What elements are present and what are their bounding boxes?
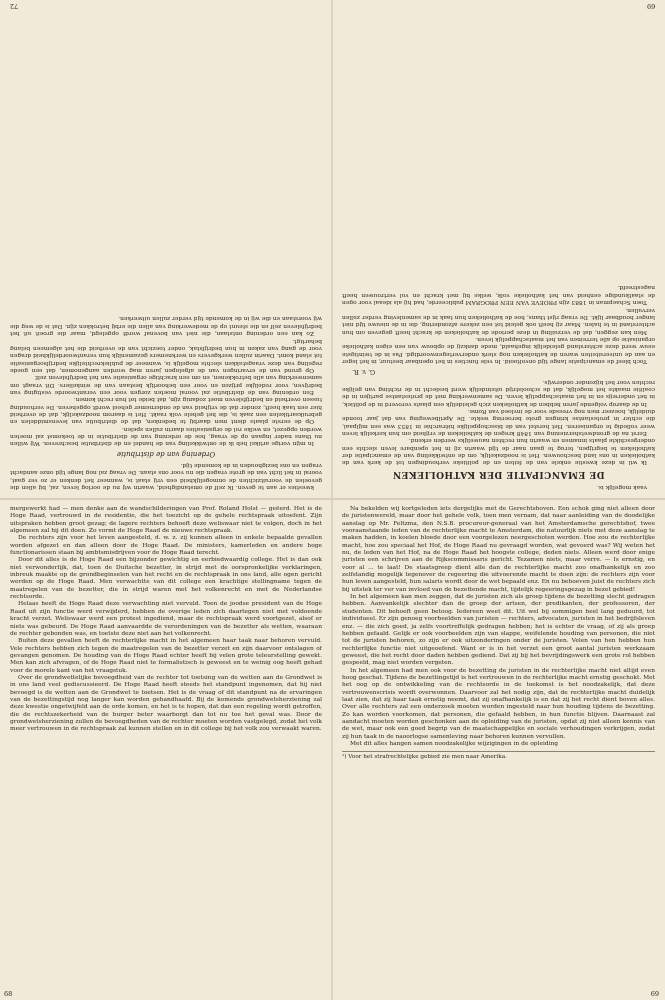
page-number-top-left: 72 xyxy=(10,2,19,10)
paragraph: Op grond van de ervaringen van de afgelopen jaren mag worden aangenomen, dat een goede regeling van deze vraagstukken slechts mogelijk is, wanneer de publiekrechtelijke bedrijfsorganisatie tot stand komt. Daarin zullen werkgevers en werknemers gezamenlijk hun verantwoordelijkheid dragen voor de gang van zaken in hun bedrijfstak, onder toezicht van de overheid die het algemeen belang behartigt. xyxy=(10,337,322,373)
paragraph: Met dit alles hangen samen noodzakelijke wijzigingen in de opleiding xyxy=(350,741,559,747)
page-bottom-left-text xyxy=(10,506,322,734)
paragraph: Men kan zeggen, dat de verzuiling in deze periode de katholieken de kracht heeft gegeven om hun achterstand in te halen. Maar zij heeft ook geleid tot een zekere afzondering, die in de nieuwe tijd niet langer houdbaar lijkt. De vraag rijst thans, hoe de katholieken hun taak in de samenleving verder zullen vervullen. xyxy=(342,306,655,335)
paragraph: Buiten deze gevallen heeft de rechterlijke macht in het algemeen haar taak naar behoren vervuld. Vele rechters hebben zich tegen de maatregelen van de bezetter verzet en zijn daarvoor ontslagen of gevangen genomen. De houding van de Hoge Raad echter heeft bij velen grote teleurstelling gewekt. Men kan zich afvragen, of de Hoge Raad niet te formalistisch is geweest en te weinig oog heeft gehad voor de morele kant van het vraagstuk. xyxy=(10,638,322,674)
page-number-bottom-right: 69 xyxy=(650,990,659,998)
paragraph: De rechters zijn voor het leven aangesteld, d. w. z. zij kunnen alleen in enkele bepaalde gevallen worden afgezet en dan alleen door de Hoge Raad. De ministers, kamerleden en andere hoge functionarissen staan bij ambtsmisdrijven voor de Hoge Raad terecht. xyxy=(10,535,322,557)
paragraph: Door dit alles is de Hoge Raad een bijzonder gewichtig en eerbiedwaardig college. Het is dan ook niet verwonderlijk, dat, toen de Duitsche bezetter, in strijd met de oorspronkelijke verklaringen, inbreuk maakte op de grondbeginselen van het recht en de rechtspraak in ons land, alle ogen gericht werden op de Hoge Raad. Men verwachtte van dit college een krachtige stellingname tegen de maatregelen van de bezetter, die in strijd waren met het volkenrecht en met de Nederlandse rechtsorde. xyxy=(10,557,322,601)
page-number-bottom-left: 68 xyxy=(4,990,13,998)
paragraph: Toch bleef de emancipatie lange tijd onvoltooid. In vele functies in het openbaar bestuur, in het leger en aan de universiteiten waren de katholieken nog sterk ondervertegenwoordigd. Pas in de twintigste eeuw werd deze achterstand geleidelijk ingehaald, mede dankzij de opbouw van een eigen katholieke organisatie op alle terreinen van het maatschappelijk leven. xyxy=(342,335,655,364)
paragraph: Zo kan een ordening ontstaan, die niet van bovenaf wordt opgelegd, maar die groeit uit het bedrijfsleven zelf en die steunt op de medewerking van allen die erbij betrokken zijn. Dat is de weg die wij voorstaan en die wij in de komende tijd verder zullen uitwerken. xyxy=(10,315,322,337)
footnote: ¹) Voor het strafrechtelijke gebied zie men naar Amerika. xyxy=(342,751,655,761)
page-top-right xyxy=(342,6,655,490)
paragraph: Eerst na de grondwetsherziening van 1848 kregen de katholieken de vrijheid om hun kerkelijk leven weer volledig te organiseren. Het herstel van de bisschoppelijke hiërarchie in 1853 was een mijlpaal, die echter in protestantse kringen grote beroering wekte. De Aprilbeweging van dat jaar toonde duidelijk, hoezeer men nog vreesde voor de invloed van Rome. xyxy=(342,407,655,436)
paragraph: Ik wil in deze kwestie enkele van de feiten en de politieke verhoudingen tot de kerk van de katholieken in ons land beschouwen. Het is noodzakelijk, om de ontwikkeling van de emancipatie der katholieken te begrijpen, terug te gaan naar de tijd waarin zij in het openbare leven slechts een ondergeschikte plaats innamen en waarin hun rechten nauwelijks werden erkend. xyxy=(342,437,655,466)
page-number-top-right: 69 xyxy=(646,2,655,10)
paragraph: Na bekelden wij kortgeleden iets dergelijks met de Gerechtshoven. Een schok ging niet alleen door de juristenwereld, maar door het gehele volk, toen men vernam, dat naar aanleiding van de doodelijke aanslag op Mr. Feltzma, den N.S.B. procureur-generaal van het Amsterdamsche gerechtshof, twee vooraanstaande leden van de rechterlijke macht te Amsterdam, die natuurlijk niets met deze aanslag te maken hadden, in koelen bloede door een voorgelezen neergeschoten werden. Hoe zou de rechterlijke macht, hoe zou speciaal het Hof, de Hoge Raad nu gevraagd worden, wat gevoerd was? Wij weten het nu, de leden van het Hof, na de Hoge Raad het hoogste college, deden niets. Alleen werd door enige juristen een schrijven aan de Rijkscommissaris gericht. Tezamen niets, maar verre. — Is ernstig, en voor al ... te laat! De staatsgreep dient alle dan de rechterlijke macht zoo onafhankelijk en zoo zelfstandig mogelijk tegenover de regeering die uitvoerende macht te doen zijn: de rechters zijn voor hun leven aangesteld, hun salaris wordt door de wet bepaald enz. En nu behoeven juist de rechters zich bij uitstek ter ver van invloed van de bezettende macht, tijdelijk regeeringsgezag in bezet gebied! xyxy=(342,506,655,593)
paragraph: In mijn vorige artikel heb ik de ontwikkeling van de handel en de distributie beschreven. Wij willen nu thans nader ingaan op de vraag, hoe de ordening van de distributie in de toekomst zal moeten worden opgezet, en welke rol de organisaties daarin zullen spelen. xyxy=(10,425,322,447)
vertical-fold xyxy=(331,0,333,1000)
paragraph: kwesties er aan te geven. Ik zelf de omstandigheid, waarin wij nu de oorlog leven, zal, bij allen die gevoelen de vooruitzichten de onmogelijkheid een vrij staat is, wanneer het denken er zo ver gaat, vooral in het licht van de grote vragen die nu voor ons staan. De vraag zal nog lange tijd onze aandacht vragen en ons bezighouden in de komende tijd. xyxy=(10,461,322,490)
paragraph: Over de grondwettelijke bevoegdheid van de rechter tot toetsing van de wetten aan de Grondwet is in ons land veel gediscussieerd. De Hoge Raad heeft steeds het standpunt ingenomen, dat hij niet bevoegd is de wetten aan de Grondwet te toetsen. Het is de vraag of dit standpunt na de ervaringen van de bezettingstijd nog langer kan worden gehandhaafd. Bij de komende grondwetsherziening zal deze kwestie ongetwijfeld aan de orde komen, en het is te hopen, dat dan een regeling wordt getroffen, die de rechtszekerheid van de burger beter waarborgt dan tot nu toe het geval was. Door de grondwetsherziening zullen de bevoegdheden van de rechter moeten worden vastgelegd, zodat het volk meer vertrouwen in de rechtspraak zal kunnen stellen en in dit college bij het volk zou verwaakt waren. xyxy=(10,674,322,733)
page-bottom-right xyxy=(342,506,655,994)
paragraph: In het algemeen had men ook voor de bezetting de juristen in de rechterlijke macht niet altijd even hoog geschat. Tijdens de bezettingstijd is het vertrouwen in de rechterlijke macht ernstig geschokt. Met het oog op de ontwikkeling van de rechtsorde in de toekomst is het noodzakelijk, dat deze vertrouwenscrisis wordt overwonnen. Daarvoor zal het nodig zijn, dat de rechterlijke macht duidelijk laat zien, dat zij haar taak ernstig neemt, dat zij onafhankelijk is en dat zij het recht dient boven alles. Over alle rechters zal een onderzoek moeten worden ingesteld naar hun houding tijdens de bezetting. Zo kan worden voorkomen, dat personen, die gefaald hebben, in hun functie blijven. Daarnaast zal aandacht moeten worden geschonken aan de opleiding van de juristen, opdat zij niet alleen kennis van de wet, maar ook een goed begrip van de maatschappelijke en sociale verhoudingen verkrijgen, zodat zij hun taak in de naoorlogse samenleving naar behoren kunnen vervullen. xyxy=(342,667,655,740)
paragraph: mergewerkt had — men denke aan de wandschilderingen van Prof. Roland Holst — geëerd. Het is de Hoge Raad, vertrouwd in de residentie, die het toezicht op de gehele rechtspraak uitoefent. Zijn uitspraken hebben groot gezag; de lagere rechters behoeft deze weliswaar niet te volgen, doch in het algemeen zal hij dit doen. Zo vormt de Hoge Raad de nieuwe rechtspraak. xyxy=(10,506,322,535)
page-top-left-text xyxy=(10,314,322,490)
paragraph: Toen Schaepman in 1883 zijn PROEVE VAN EEN PROGRAM publiceerde, had hij als ideaal voor ogen de staatkundige eenheid van het katholieke volk, welke hij met kracht en vol vertrouwen heeft nagestreefd. xyxy=(342,284,655,306)
paragraph: Helaas heeft de Hoge Raad deze verwachting niet vervuld. Toen de joodse president van de Hoge Raad uit zijn functie werd verwijderd, hebben de overige leden zich daartegen niet met voldoende kracht verzet. Weliswaar werd een protest ingediend, maar de rechtspraak werd voortgezet, alsof er niets was gebeurd. De Hoge Raad aanvaardde de verordeningen van de bezetter als wetten, waaraan de rechter gebonden was, en toetste deze niet aan het volkenrecht. xyxy=(10,601,322,637)
page-bottom-left xyxy=(10,506,322,994)
page-top-right-text xyxy=(342,283,655,490)
paragraph: Op de eerste plaats dient men daarbij te bedenken, dat de distributie van levensmiddelen en gebruiksartikelen een zaak is, die het gehele volk raakt. Het is daarom noodzakelijk, dat de overheid hier een taak heeft, zonder dat de vrijheid van de ondernemer geheel wordt opgeheven. De verhouding tussen overheid en bedrijfsleven moet zodanig zijn, dat beide tot hun recht komen. xyxy=(10,396,322,425)
paragraph: In de daarop volgende jaren hebben de katholieken zich geleidelijk een plaats veroverd in de politiek, in het onderwijs en in het maatschappelijk leven. De samenwerking met de protestantse partijen in de coalitie maakte het mogelijk, dat de schoolstrijd uiteindelijk werd beslecht in de richting van gelijke rechten voor het bijzonder onderwijs. xyxy=(342,378,655,407)
page-bottom-right-text xyxy=(342,506,655,762)
paragraph: Een ordening van de distributie zal vooral moeten zorgen voor een verantwoorde vestiging van bedrijven, voor redelijke prijzen en voor een behoorlijk bestaan van de winkeliers. Dit vraagt om samenwerking van alle betrokkenen, en om een krachtige organisatie van het bedrijfsleven zelf. xyxy=(10,374,322,395)
article-heading: DE EMANCIPATIE DER KATHOLIEKEN xyxy=(392,468,605,479)
page-top-left xyxy=(10,6,322,490)
section-subheading: Ordening van de distributie xyxy=(116,449,216,458)
paragraph: In het algemeen kan men zeggen, dat de juristen zich als groep tijdens de bezetting slecht gedragen hebben. Aanvankelijk slechter dan de groep der artsen, der predikanten, der professoren, der studenten. Dit behoeft geen betoog. Iedereen weet dit. Uit wel bij sommigen heel lang geduurd, tot individueel. Er zijn genoeg voorbeelden van juristen — rechters, advocaten, juristen in het bedrijfsleven enz. — die zich goed, ja zelfs voortreffelijk gedragen hebben; het is echter de vraag, of zij als groep hebben gefaald. Gelijk er ook voorbeelden zijn van slappe, weifelende houding van personen, die niet tot de juristen behoren, zo zijn er ook uitzonderingen onder de juristen. Velen van hen hebben hun rechterlijke functie niet uitgeoefend. Want er is in het verzet een groot aantal juristen werkzaam geweest, die het recht door daden hebben gediend. Dat zij bij het bevrijdingswerk een grote rol hebben gespeeld, mag niet worden vergeten. xyxy=(342,594,655,667)
paragraph: vaak mogelijk is. xyxy=(597,484,647,490)
author-signature: G. v. R. xyxy=(352,368,376,377)
